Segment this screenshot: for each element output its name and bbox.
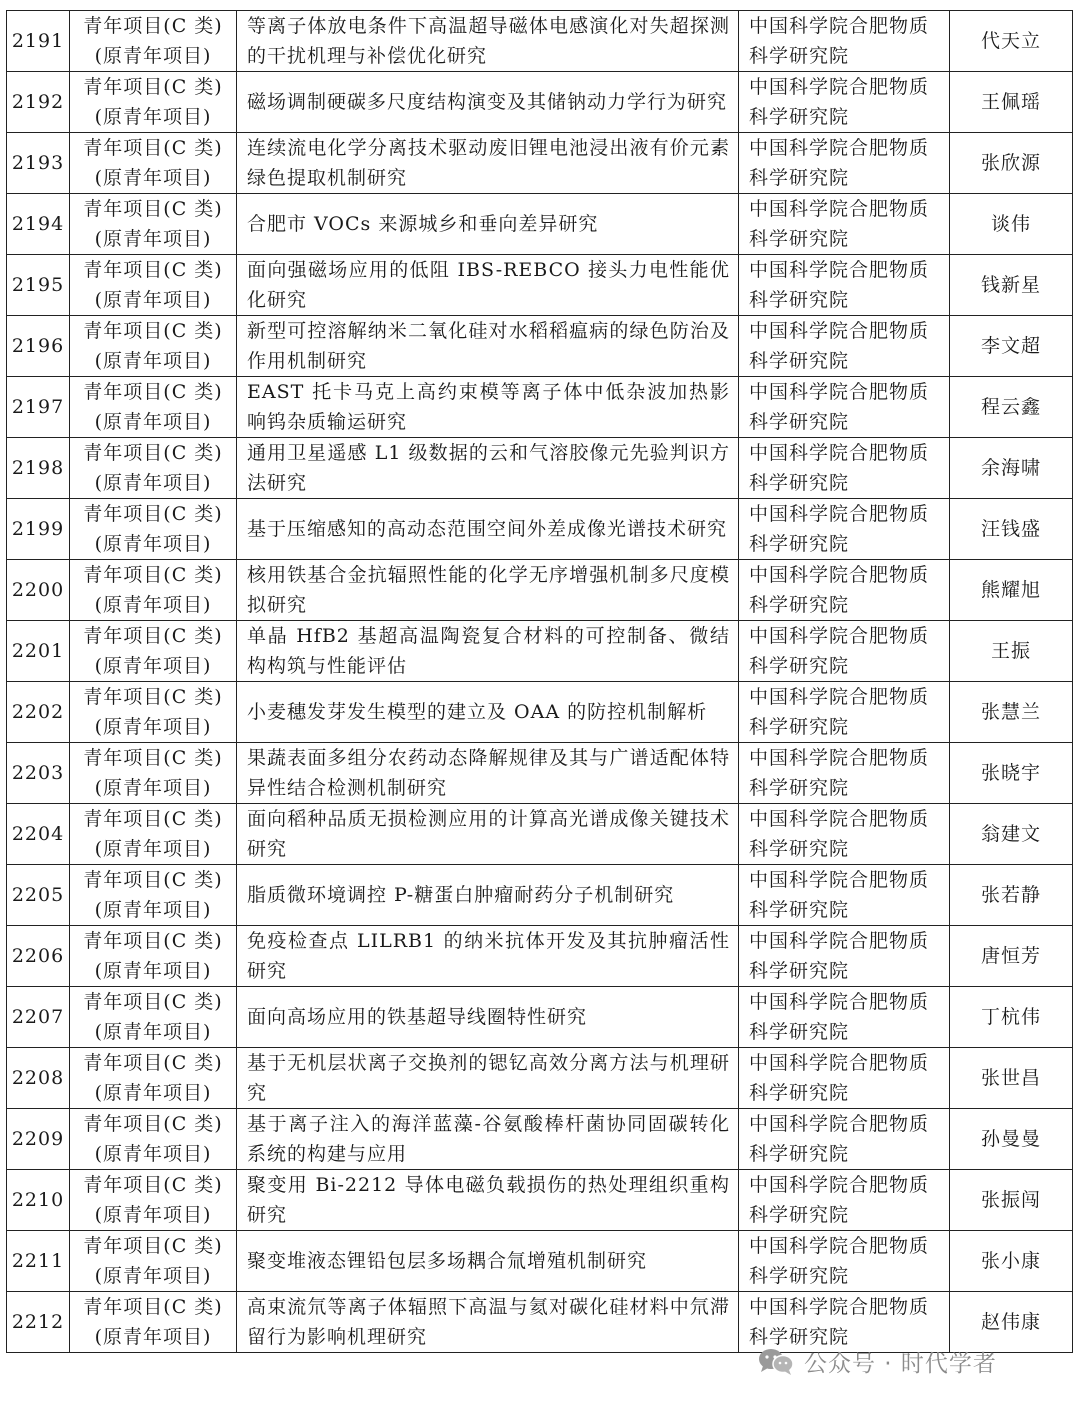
project-leader: 王振 xyxy=(950,621,1073,682)
project-organization: 中国科学院合肥物质科学研究院 xyxy=(739,1109,950,1170)
category-line-2: (原青年项目) xyxy=(94,1143,212,1165)
table-row xyxy=(7,11,1073,72)
project-organization: 中国科学院合肥物质科学研究院 xyxy=(739,255,950,316)
project-number: 2194 xyxy=(7,194,70,255)
category-line-1: 青年项目(C 类) xyxy=(83,686,223,708)
table-row xyxy=(7,682,1073,743)
category-line-2: (原青年项目) xyxy=(94,350,212,372)
project-category xyxy=(70,316,237,377)
category-line-1: 青年项目(C 类) xyxy=(83,1296,223,1318)
project-category xyxy=(70,1048,237,1109)
category-line-1: 青年项目(C 类) xyxy=(83,1052,223,1074)
project-organization: 中国科学院合肥物质科学研究院 xyxy=(739,743,950,804)
category-line-1: 青年项目(C 类) xyxy=(83,869,223,891)
project-organization: 中国科学院合肥物质科学研究院 xyxy=(739,926,950,987)
project-number: 2203 xyxy=(7,743,70,804)
project-title: 通用卫星遥感 L1 级数据的云和气溶胶像元先验判识方法研究 xyxy=(237,438,739,499)
project-leader: 李文超 xyxy=(950,316,1073,377)
project-title: 等离子体放电条件下高温超导磁体电感演化对失超探测的干扰机理与补偿优化研究 xyxy=(237,11,739,72)
project-category xyxy=(70,865,237,926)
project-organization: 中国科学院合肥物质科学研究院 xyxy=(739,194,950,255)
category-line-2: (原青年项目) xyxy=(94,1265,212,1287)
project-leader: 谈伟 xyxy=(950,194,1073,255)
project-number: 2209 xyxy=(7,1109,70,1170)
project-category xyxy=(70,743,237,804)
project-leader: 余海啸 xyxy=(950,438,1073,499)
category-line-2: (原青年项目) xyxy=(94,1204,212,1226)
project-category xyxy=(70,1231,237,1292)
table-row xyxy=(7,1109,1073,1170)
project-category xyxy=(70,255,237,316)
project-organization: 中国科学院合肥物质科学研究院 xyxy=(739,987,950,1048)
category-line-1: 青年项目(C 类) xyxy=(83,442,223,464)
project-title: 合肥市 VOCs 来源城乡和垂向差异研究 xyxy=(237,194,739,255)
project-title: 基于压缩感知的高动态范围空间外差成像光谱技术研究 xyxy=(237,499,739,560)
table-row xyxy=(7,194,1073,255)
table-row xyxy=(7,255,1073,316)
category-line-2: (原青年项目) xyxy=(94,45,212,67)
project-number: 2206 xyxy=(7,926,70,987)
project-number: 2197 xyxy=(7,377,70,438)
project-organization: 中国科学院合肥物质科学研究院 xyxy=(739,804,950,865)
project-title: 基于离子注入的海洋蓝藻-谷氨酸棒杆菌协同固碳转化系统的构建与应用 xyxy=(237,1109,739,1170)
project-leader: 张欣源 xyxy=(950,133,1073,194)
category-line-1: 青年项目(C 类) xyxy=(83,625,223,647)
watermark xyxy=(756,1344,997,1378)
project-category xyxy=(70,499,237,560)
project-category xyxy=(70,133,237,194)
category-line-1: 青年项目(C 类) xyxy=(83,564,223,586)
project-leader: 王佩瑶 xyxy=(950,72,1073,133)
category-line-1: 青年项目(C 类) xyxy=(83,1235,223,1257)
project-number: 2201 xyxy=(7,621,70,682)
project-leader: 张慧兰 xyxy=(950,682,1073,743)
project-organization: 中国科学院合肥物质科学研究院 xyxy=(739,1231,950,1292)
table-row xyxy=(7,926,1073,987)
project-title: 核用铁基合金抗辐照性能的化学无序增强机制多尺度模拟研究 xyxy=(237,560,739,621)
project-title: 面向强磁场应用的低阻 IBS-REBCO 接头力电性能优化研究 xyxy=(237,255,739,316)
project-number: 2192 xyxy=(7,72,70,133)
project-organization: 中国科学院合肥物质科学研究院 xyxy=(739,11,950,72)
project-leader: 丁杭伟 xyxy=(950,987,1073,1048)
category-line-2: (原青年项目) xyxy=(94,411,212,433)
project-title: 新型可控溶解纳米二氧化硅对水稻稻瘟病的绿色防治及作用机制研究 xyxy=(237,316,739,377)
wechat-icon xyxy=(756,1346,796,1376)
project-number: 2208 xyxy=(7,1048,70,1109)
project-leader: 程云鑫 xyxy=(950,377,1073,438)
project-category xyxy=(70,987,237,1048)
project-leader: 赵伟康 xyxy=(950,1292,1073,1353)
project-title: 面向高场应用的铁基超导线圈特性研究 xyxy=(237,987,739,1048)
category-line-1: 青年项目(C 类) xyxy=(83,76,223,98)
project-title: 小麦穗发芽发生模型的建立及 OAA 的防控机制解析 xyxy=(237,682,739,743)
project-title: 聚变用 Bi-2212 导体电磁负载损伤的热处理组织重构研究 xyxy=(237,1170,739,1231)
project-organization: 中国科学院合肥物质科学研究院 xyxy=(739,560,950,621)
project-organization: 中国科学院合肥物质科学研究院 xyxy=(739,316,950,377)
project-organization: 中国科学院合肥物质科学研究院 xyxy=(739,1170,950,1231)
project-number: 2199 xyxy=(7,499,70,560)
project-organization: 中国科学院合肥物质科学研究院 xyxy=(739,438,950,499)
project-category xyxy=(70,804,237,865)
category-line-2: (原青年项目) xyxy=(94,777,212,799)
project-category xyxy=(70,72,237,133)
table-row xyxy=(7,621,1073,682)
project-category xyxy=(70,560,237,621)
project-category xyxy=(70,438,237,499)
category-line-1: 青年项目(C 类) xyxy=(83,198,223,220)
project-title: 果蔬表面多组分农药动态降解规律及其与广谱适配体特异性结合检测机制研究 xyxy=(237,743,739,804)
project-leader: 钱新星 xyxy=(950,255,1073,316)
category-line-1: 青年项目(C 类) xyxy=(83,747,223,769)
category-line-2: (原青年项目) xyxy=(94,655,212,677)
project-organization: 中国科学院合肥物质科学研究院 xyxy=(739,133,950,194)
category-line-1: 青年项目(C 类) xyxy=(83,1113,223,1135)
category-line-1: 青年项目(C 类) xyxy=(83,991,223,1013)
category-line-2: (原青年项目) xyxy=(94,716,212,738)
category-line-2: (原青年项目) xyxy=(94,1082,212,1104)
project-leader: 翁建文 xyxy=(950,804,1073,865)
table-row xyxy=(7,316,1073,377)
project-table xyxy=(6,10,1073,1353)
project-organization: 中国科学院合肥物质科学研究院 xyxy=(739,499,950,560)
project-title: 免疫检查点 LILRB1 的纳米抗体开发及其抗肿瘤活性研究 xyxy=(237,926,739,987)
table-row xyxy=(7,72,1073,133)
project-title: 单晶 HfB2 基超高温陶瓷复合材料的可控制备、微结构构筑与性能评估 xyxy=(237,621,739,682)
table-row xyxy=(7,804,1073,865)
table-row xyxy=(7,1231,1073,1292)
project-category xyxy=(70,682,237,743)
project-number: 2195 xyxy=(7,255,70,316)
table-row xyxy=(7,499,1073,560)
category-line-2: (原青年项目) xyxy=(94,228,212,250)
project-leader: 张晓宇 xyxy=(950,743,1073,804)
project-organization: 中国科学院合肥物质科学研究院 xyxy=(739,865,950,926)
project-organization: 中国科学院合肥物质科学研究院 xyxy=(739,72,950,133)
category-line-2: (原青年项目) xyxy=(94,838,212,860)
table-row xyxy=(7,438,1073,499)
category-line-2: (原青年项目) xyxy=(94,472,212,494)
category-line-2: (原青年项目) xyxy=(94,106,212,128)
table-row xyxy=(7,743,1073,804)
category-line-2: (原青年项目) xyxy=(94,1326,212,1348)
category-line-1: 青年项目(C 类) xyxy=(83,320,223,342)
project-leader: 张小康 xyxy=(950,1231,1073,1292)
project-organization: 中国科学院合肥物质科学研究院 xyxy=(739,1292,950,1353)
project-leader: 张若静 xyxy=(950,865,1073,926)
category-line-1: 青年项目(C 类) xyxy=(83,1174,223,1196)
project-title: 面向稻种品质无损检测应用的计算高光谱成像关键技术研究 xyxy=(237,804,739,865)
table-row xyxy=(7,865,1073,926)
project-organization: 中国科学院合肥物质科学研究院 xyxy=(739,682,950,743)
project-category xyxy=(70,1292,237,1353)
project-category xyxy=(70,11,237,72)
table-row xyxy=(7,133,1073,194)
table-row xyxy=(7,377,1073,438)
project-number: 2207 xyxy=(7,987,70,1048)
project-organization: 中国科学院合肥物质科学研究院 xyxy=(739,377,950,438)
project-title: 基于无机层状离子交换剂的锶钇高效分离方法与机理研究 xyxy=(237,1048,739,1109)
project-category xyxy=(70,621,237,682)
project-category xyxy=(70,194,237,255)
project-number: 2210 xyxy=(7,1170,70,1231)
project-number: 2202 xyxy=(7,682,70,743)
project-leader: 孙曼曼 xyxy=(950,1109,1073,1170)
category-line-2: (原青年项目) xyxy=(94,289,212,311)
project-number: 2212 xyxy=(7,1292,70,1353)
project-category xyxy=(70,1109,237,1170)
table-row xyxy=(7,1170,1073,1231)
project-number: 2205 xyxy=(7,865,70,926)
project-title: EAST 托卡马克上高约束模等离子体中低杂波加热影响钨杂质输运研究 xyxy=(237,377,739,438)
project-title: 连续流电化学分离技术驱动废旧锂电池浸出液有价元素绿色提取机制研究 xyxy=(237,133,739,194)
category-line-2: (原青年项目) xyxy=(94,960,212,982)
category-line-2: (原青年项目) xyxy=(94,594,212,616)
project-number: 2198 xyxy=(7,438,70,499)
project-title: 磁场调制硬碳多尺度结构演变及其储钠动力学行为研究 xyxy=(237,72,739,133)
project-number: 2196 xyxy=(7,316,70,377)
project-leader: 唐恒芳 xyxy=(950,926,1073,987)
project-number: 2191 xyxy=(7,11,70,72)
project-title: 聚变堆液态锂铅包层多场耦合氚增殖机制研究 xyxy=(237,1231,739,1292)
category-line-2: (原青年项目) xyxy=(94,1021,212,1043)
project-number: 2200 xyxy=(7,560,70,621)
category-line-1: 青年项目(C 类) xyxy=(83,15,223,37)
project-number: 2211 xyxy=(7,1231,70,1292)
project-leader: 张振闯 xyxy=(950,1170,1073,1231)
category-line-1: 青年项目(C 类) xyxy=(83,259,223,281)
project-number: 2204 xyxy=(7,804,70,865)
category-line-2: (原青年项目) xyxy=(94,899,212,921)
table-row xyxy=(7,987,1073,1048)
project-number: 2193 xyxy=(7,133,70,194)
category-line-2: (原青年项目) xyxy=(94,167,212,189)
category-line-1: 青年项目(C 类) xyxy=(83,137,223,159)
project-organization: 中国科学院合肥物质科学研究院 xyxy=(739,621,950,682)
category-line-1: 青年项目(C 类) xyxy=(83,503,223,525)
watermark-text: 公众号 · 时代学者 xyxy=(804,1350,997,1377)
project-category xyxy=(70,926,237,987)
category-line-1: 青年项目(C 类) xyxy=(83,808,223,830)
project-leader: 代天立 xyxy=(950,11,1073,72)
project-category xyxy=(70,377,237,438)
project-title: 高束流氘等离子体辐照下高温与氦对碳化硅材料中氘滞留行为影响机理研究 xyxy=(237,1292,739,1353)
project-leader: 汪钱盛 xyxy=(950,499,1073,560)
table-row xyxy=(7,1048,1073,1109)
category-line-1: 青年项目(C 类) xyxy=(83,381,223,403)
project-organization: 中国科学院合肥物质科学研究院 xyxy=(739,1048,950,1109)
table-row xyxy=(7,560,1073,621)
project-category xyxy=(70,1170,237,1231)
project-leader: 熊耀旭 xyxy=(950,560,1073,621)
category-line-1: 青年项目(C 类) xyxy=(83,930,223,952)
category-line-2: (原青年项目) xyxy=(94,533,212,555)
project-leader: 张世昌 xyxy=(950,1048,1073,1109)
project-title: 脂质微环境调控 P-糖蛋白肿瘤耐药分子机制研究 xyxy=(237,865,739,926)
